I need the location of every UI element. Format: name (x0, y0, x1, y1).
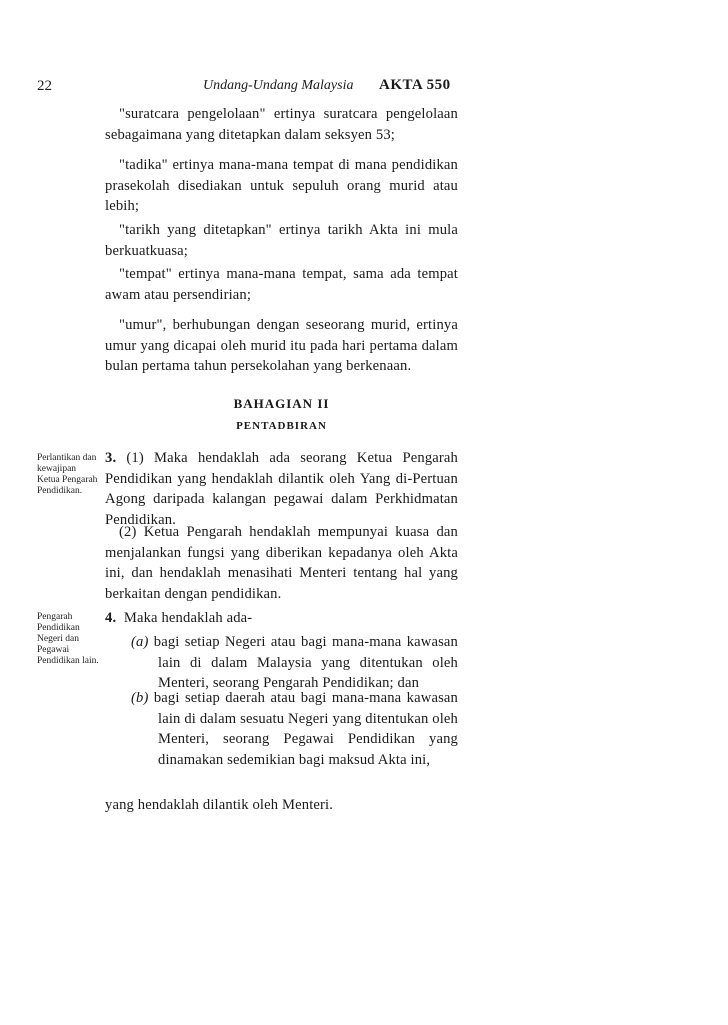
part-title: BAHAGIAN II (233, 396, 330, 411)
section-number: 4. (105, 610, 117, 626)
part-subheading (105, 420, 458, 432)
section-text: Maka hendaklah ada- (123, 610, 253, 626)
definition-tarikh (105, 220, 458, 261)
definition-tempat (105, 264, 458, 305)
margin-note-section-3: Perlantikan dan kewajipan Ketua Pengarah Pendidikan. (37, 453, 98, 496)
section-4-closing (105, 795, 458, 816)
item-text: bagi setiap daerah atau bagi mana-mana kawasan lain di dalam sesuatu Negeri yang ditentukan oleh Menteri, seorang Pegawai Pendidikan yang dinamakan sedemikian bagi maksud Akta ini, (153, 690, 458, 768)
section-text: (2) Ketua Pengarah hendaklah mempunyai kuasa dan menjalankan fungsi yang diberikan kepadanya oleh Akta ini, dan hendaklah menasihati Menteri tentang hal yang berkaitan dengan pendidikan. (105, 524, 458, 602)
section-text: (1) Maka hendaklah ada seorang Ketua Pengarah Pendidikan yang hendaklah dilantik oleh Yang di-Pertuan Agong daripada kalangan pegawai dalam Perkhidmatan Pendidikan. (105, 450, 458, 528)
definition-suratcara (105, 104, 458, 145)
part-heading (105, 396, 458, 412)
part-subtitle: PENTADBIRAN (236, 420, 327, 432)
item-label: (b) (131, 690, 149, 706)
definition-text: "tarikh yang ditetapkan" ertinya tarikh Akta ini mula berkuatkuasa; (105, 222, 458, 259)
section-4-intro (105, 608, 458, 629)
page-number: 22 (37, 78, 52, 94)
definition-tadika (105, 155, 458, 217)
item-text: bagi setiap Negeri atau bagi mana-mana kawasan lain di dalam Malaysia yang ditentukan oleh Menteri, seorang Pengarah Pendidikan; dan (153, 634, 458, 691)
definition-text: "tempat" ertinya mana-mana tempat, sama ada tempat awam atau persendirian; (105, 266, 458, 303)
definition-umur (105, 315, 458, 377)
section-4-item-a (131, 632, 458, 694)
act-number: AKTA 550 (379, 77, 451, 93)
margin-note-section-4: Pengarah Pendidikan Negeri dan Pegawai Pendidikan lain. (37, 612, 99, 666)
definition-text: "tadika" ertinya mana-mana tempat di mana pendidikan prasekolah disediakan untuk sepuluh orang murid atau lebih; (105, 157, 458, 214)
item-label: (a) (131, 634, 149, 650)
section-number: 3. (105, 450, 117, 466)
section-text: yang hendaklah dilantik oleh Menteri. (105, 797, 334, 813)
running-title: Undang-Undang Malaysia (203, 78, 354, 93)
section-4-item-b (131, 688, 458, 770)
definition-text: "umur", berhubungan dengan seseorang murid, ertinya umur yang dicapai oleh murid itu pada hari pertama dalam bulan pertama tahun persekolahan yang berkenaan. (105, 317, 458, 374)
section-3-subsection-1 (105, 448, 458, 530)
section-3-subsection-2 (105, 522, 458, 604)
definition-text: "suratcara pengelolaan" ertinya suratcara pengelolaan sebagaimana yang ditetapkan dalam seksyen 53; (105, 106, 458, 143)
